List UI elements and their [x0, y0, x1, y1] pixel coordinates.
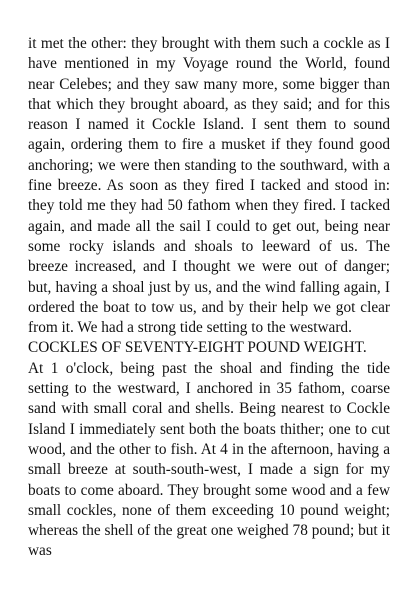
section-heading: COCKLES OF SEVENTY-EIGHT POUND WEIGHT.	[28, 339, 367, 357]
document-page	[28, 34, 390, 562]
body-paragraph: At 1 o'clock, being past the shoal and finding the tide setting to the westward, I anchored in 35 fathom, coarse sand with small coral and shells. Being nearest to Cockle Island I immediately sent both the boats thither; one to cut wood, and the other to fish. At 4 in the afternoon, having a small breeze at south-south-west, I made a sign for my boats to come aboard. They brought some wood and a few small cockles, none of them exceeding 10 pound weight; whereas the shell of the great one weighed 78 pound; but it was	[28, 359, 390, 560]
body-paragraph: it met the other: they brought with them such a cockle as I have mentioned in my Voyage round the World, found near Celebes; and they saw many more, some bigger than that which they brought aboard, as they said; and for this reason I named it Cockle Island. I sent them to sound again, ordering them to fire a musket if they found good anchoring; we were then standing to the southward, with a fine breeze. As soon as they fired I tacked and stood in: they told me they had 50 fathom when they fired. I tacked again, and made all the sail I could to get out, being near some rocky islands and shoals to leeward of us. The breeze increased, and I thought we were out of danger; but, having a shoal just by us, and the wind falling again, I ordered the boat to tow us, and by their help we got clear from it. We had a strong tide setting to the westward.	[28, 35, 390, 337]
